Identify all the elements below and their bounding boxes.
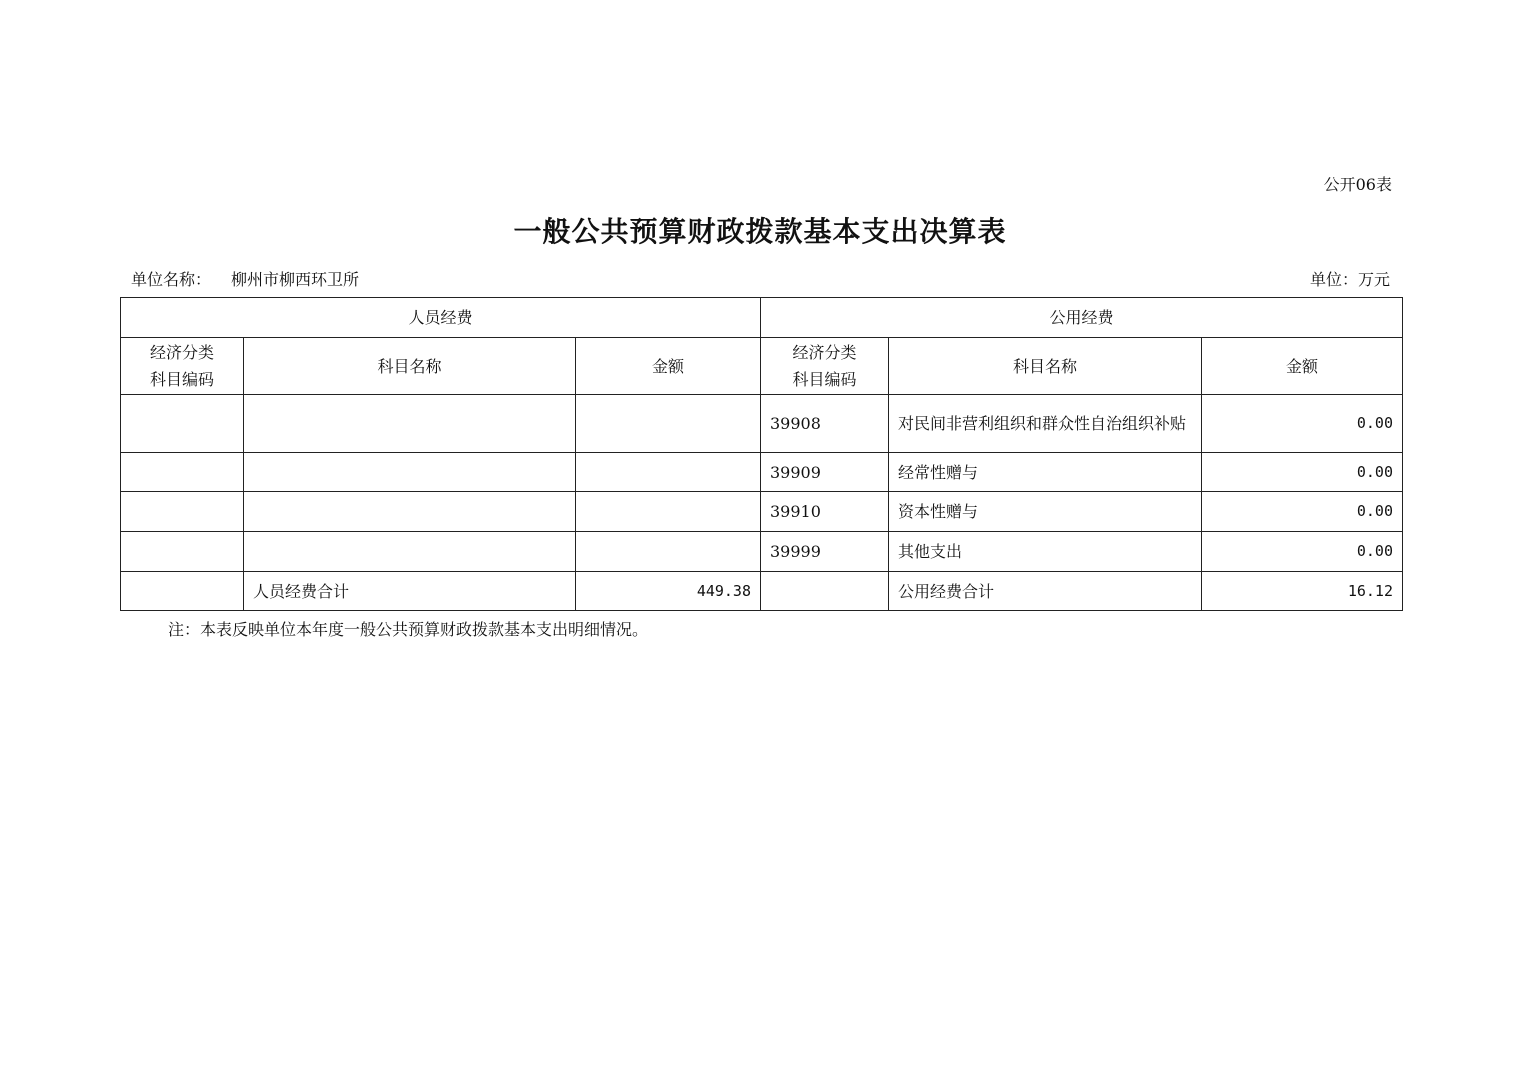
public-name-header: 科目名称 bbox=[889, 338, 1202, 395]
page-title: 一般公共预算财政拨款基本支出决算表 bbox=[513, 215, 1007, 248]
personnel-code-cell bbox=[121, 492, 244, 532]
budget-table bbox=[120, 297, 1403, 611]
public-amount-cell: 0.00 bbox=[1202, 492, 1403, 532]
personnel-amount-header: 金额 bbox=[576, 338, 761, 395]
public-amount-header: 金额 bbox=[1202, 338, 1403, 395]
public-amount-cell: 0.00 bbox=[1202, 532, 1403, 572]
public-code-cell: 39909 bbox=[761, 453, 889, 492]
group-header-row bbox=[121, 298, 1403, 338]
public-name-cell: 资本性赠与 bbox=[889, 492, 1202, 532]
personnel-code-cell bbox=[121, 453, 244, 492]
personnel-amount-cell bbox=[576, 395, 761, 453]
public-amount-cell: 0.00 bbox=[1202, 395, 1403, 453]
public-amount-cell: 0.00 bbox=[1202, 453, 1403, 492]
public-total-code-cell bbox=[761, 572, 889, 611]
public-code-cell: 39910 bbox=[761, 492, 889, 532]
unit-measure: 单位：万元 bbox=[1309, 270, 1390, 289]
personnel-name-cell bbox=[244, 532, 576, 572]
group-personnel-header: 人员经费 bbox=[121, 298, 761, 338]
column-header-row bbox=[121, 338, 1403, 395]
personnel-total-amount: 449.38 bbox=[576, 572, 761, 611]
group-public-header: 公用经费 bbox=[761, 298, 1403, 338]
public-total-label: 公用经费合计 bbox=[889, 572, 1202, 611]
personnel-code-cell bbox=[121, 395, 244, 453]
personnel-name-cell bbox=[244, 492, 576, 532]
public-total-amount: 16.12 bbox=[1202, 572, 1403, 611]
code-header-line1: 经济分类 bbox=[149, 343, 214, 362]
code-header-line2: 科目编码 bbox=[792, 370, 857, 389]
public-code-cell: 39999 bbox=[761, 532, 889, 572]
personnel-total-label: 人员经费合计 bbox=[244, 572, 576, 611]
public-code-header bbox=[761, 338, 889, 395]
unit-name-label: 单位名称： bbox=[131, 270, 212, 289]
code-header-line1: 经济分类 bbox=[792, 343, 857, 362]
public-code-cell: 39908 bbox=[761, 395, 889, 453]
personnel-amount-cell bbox=[576, 492, 761, 532]
table-row bbox=[121, 492, 1403, 532]
totals-row bbox=[121, 572, 1403, 611]
public-name-cell: 其他支出 bbox=[889, 532, 1202, 572]
table-row bbox=[121, 453, 1403, 492]
personnel-name-cell bbox=[244, 395, 576, 453]
unit-name-line bbox=[131, 267, 359, 290]
personnel-amount-cell bbox=[576, 453, 761, 492]
personnel-code-header bbox=[121, 338, 244, 395]
personnel-name-cell bbox=[244, 453, 576, 492]
personnel-total-code-cell bbox=[121, 572, 244, 611]
personnel-amount-cell bbox=[576, 532, 761, 572]
personnel-name-header: 科目名称 bbox=[244, 338, 576, 395]
table-row bbox=[121, 395, 1403, 453]
personnel-code-cell bbox=[121, 532, 244, 572]
public-name-cell: 经常性赠与 bbox=[889, 453, 1202, 492]
footnote: 注：本表反映单位本年度一般公共预算财政拨款基本支出明细情况。 bbox=[168, 620, 649, 639]
table-row bbox=[121, 532, 1403, 572]
code-header-line2: 科目编码 bbox=[149, 370, 214, 389]
unit-name-value: 柳州市柳西环卫所 bbox=[231, 270, 360, 289]
public-name-cell: 对民间非营利组织和群众性自治组织补贴 bbox=[889, 395, 1202, 453]
form-number: 公开06表 bbox=[1323, 175, 1392, 194]
